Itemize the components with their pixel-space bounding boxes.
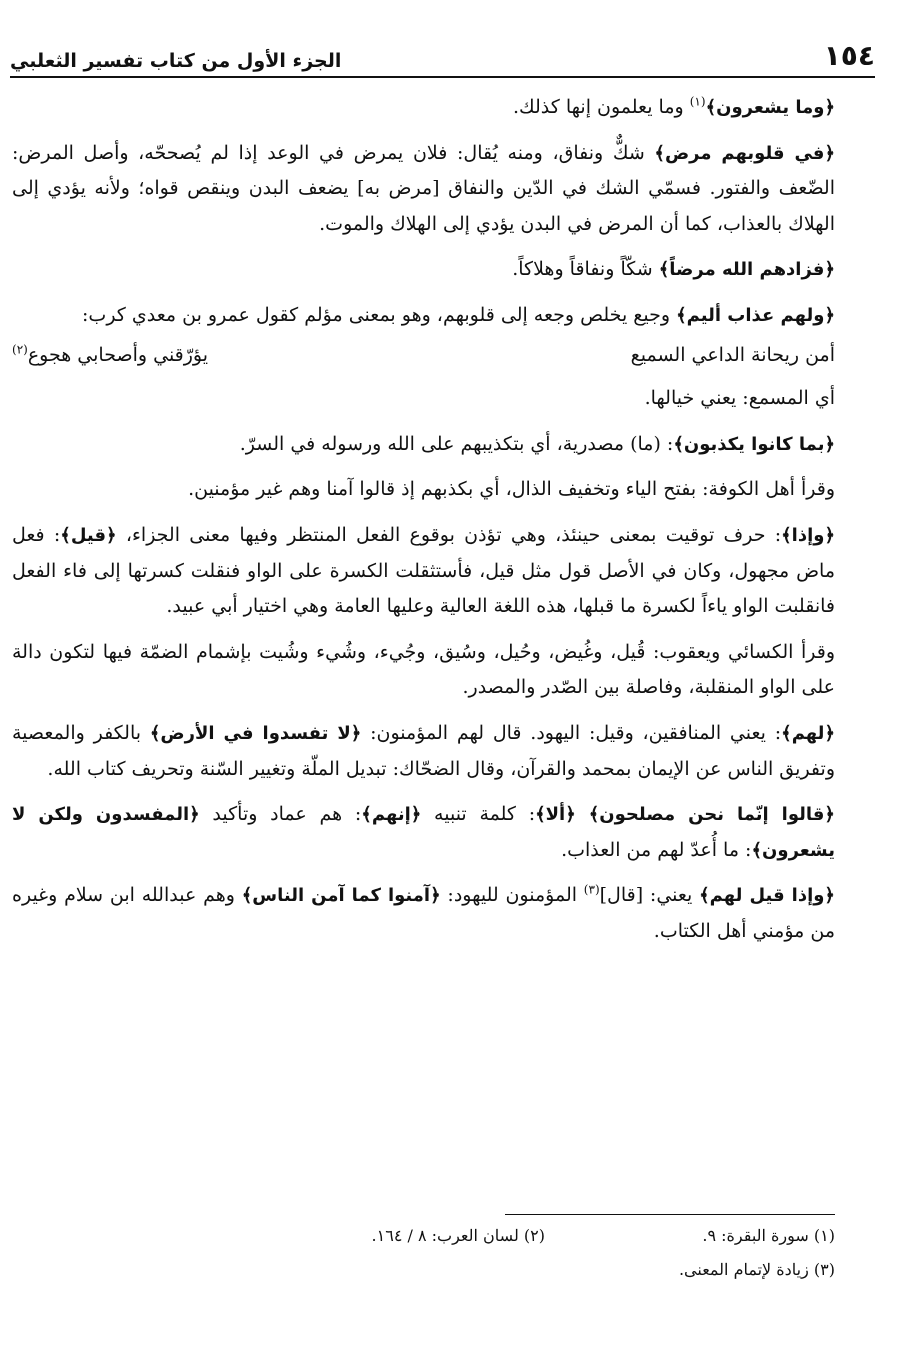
verse-hemistich-1: أمن ريحانة الداعي السميع xyxy=(630,343,835,366)
verse-hemistich-2-text: يؤرّقني وأصحابي هجوع xyxy=(27,343,209,366)
paragraph-6 xyxy=(12,427,835,463)
footnote-3: (٣) زيادة لإتمام المعنى. xyxy=(678,1260,835,1279)
footnote-divider xyxy=(505,1214,835,1215)
quran-quote: ﴿آمنوا كما آمن الناس﴾ xyxy=(241,885,441,907)
paragraph-text: : (ما) مصدرية، أي بتكذيبهم على الله ورسوله في السرّ. xyxy=(239,432,674,455)
paragraph-11 xyxy=(12,797,835,868)
page-header xyxy=(10,28,875,78)
paragraph-10 xyxy=(12,716,835,787)
paragraph-text: وجيع يخلص وجعه إلى قلوبهم، وهو بمعنى مؤلم كقول عمرو بن معدي كرب: xyxy=(82,303,677,326)
paragraph-text: شكّاً ونفاقاً وهلاكاً. xyxy=(512,258,659,281)
quran-quote: ﴿لهم﴾ xyxy=(781,722,835,744)
paragraph-7 xyxy=(12,472,835,508)
paragraph-4 xyxy=(12,298,835,334)
quran-quote: ﴿قالوا إنّما نحن مصلحون﴾ ﴿ألا﴾ xyxy=(535,804,835,826)
footnotes xyxy=(12,1214,835,1287)
quran-quote: ﴿فزادهم الله مرضاً﴾ xyxy=(658,259,835,281)
footnote-ref: (١) xyxy=(689,94,706,109)
page-body xyxy=(12,90,835,959)
paragraph-9 xyxy=(12,635,835,706)
paragraph-8 xyxy=(12,518,835,625)
paragraph-5 xyxy=(12,381,835,417)
quran-quote: ﴿قيل﴾ xyxy=(60,524,117,546)
paragraph-12 xyxy=(12,878,835,949)
paragraph-text: أي المسمع: يعني خيالها. xyxy=(644,387,835,410)
footnote-ref: (٢) xyxy=(12,342,28,357)
quran-quote: ﴿لا تفسدوا في الأرض﴾ xyxy=(149,722,362,744)
verse-hemistich-2 xyxy=(12,338,208,374)
quran-quote: ﴿وإذا قيل لهم﴾ xyxy=(699,885,835,907)
paragraph-text: : هم عماد وتأكيد xyxy=(199,803,362,826)
footnote-1: (١) سورة البقرة: ٩. xyxy=(702,1226,835,1245)
quran-quote: ﴿إنهم﴾ xyxy=(361,804,422,826)
paragraph-text: يعني: [قال] xyxy=(599,884,700,907)
poetry-verse xyxy=(12,338,835,374)
paragraph-text: : كلمة تنبيه xyxy=(421,803,536,826)
quran-quote: ﴿ولهم عذاب أليم﴾ xyxy=(676,304,835,326)
paragraph-2 xyxy=(12,136,835,243)
quran-quote: ﴿وإذا﴾ xyxy=(781,524,835,546)
page-number: ١٥٤ xyxy=(823,39,875,72)
paragraph-3 xyxy=(12,252,835,288)
paragraph-1 xyxy=(12,90,835,126)
footnote-row xyxy=(12,1253,835,1287)
paragraph-text: : يعني المنافقين، وقيل: اليهود. قال لهم المؤمنون: xyxy=(361,721,782,744)
paragraph-text: : ما أُعدّ لهم من العذاب. xyxy=(561,838,752,861)
footnote-ref: (٣) xyxy=(583,882,600,897)
paragraph-text: وقرأ الكسائي ويعقوب: قُيل، وغُيض، وحُيل، وسُيق، وجُيء، وشُيء وشُيت بإشمام الضمّة فيها لتكون دالة على الواو المنقلبة، وفاصلة بين الصّدر والمصدر. xyxy=(12,640,835,699)
footnote-row xyxy=(12,1219,835,1253)
paragraph-text: : حرف توقيت بمعنى حينئذ، وهي تؤذن بوقوع الفعل المنتظر وفيها معنى الجزاء، xyxy=(116,523,782,546)
paragraph-text: شكٌّ ونفاق، ومنه يُقال: فلان يمرض في الوعد إذا لم يُصححّه، وأصل المرض: الضّعف والفتور. فسمّي الشك في الدّين والنفاق [مرض به] يضعف البدن وينقص قواه؛ ولأنه يؤدي إلى الهلاك بالعذاب، كما أن المرض في البدن يؤدي إلى الهلاك والموت. xyxy=(12,141,835,235)
quran-quote: ﴿وما يشعرون﴾ xyxy=(705,97,835,118)
quran-quote: ﴿بما كانوا يكذبون﴾ xyxy=(673,433,835,455)
paragraph-text: المؤمنون لليهود: xyxy=(440,884,584,907)
quran-quote: ﴿المفسدون ولكن لا يشعرون﴾ xyxy=(12,804,835,861)
quran-quote: ﴿في قلوبهم مرض﴾ xyxy=(654,142,835,164)
footnote-2: (٢) لسان العرب: ٨ / ١٦٤. xyxy=(371,1226,545,1245)
paragraph-text: وقرأ أهل الكوفة: بفتح الياء وتخفيف الذال، أي بكذبهم إذ قالوا آمنا وهم غير مؤمنين. xyxy=(188,478,835,501)
running-title: الجزء الأول من كتاب تفسير الثعلبي xyxy=(10,50,342,72)
paragraph-text: وما يعلمون إنها كذلك. xyxy=(512,96,690,118)
paragraph-text: : فعل ماض مجهول، وكان في الأصل قول مثل قيل، فأستثقلت الكسرة على الواو فنقلت كسرتها إلى فاء الفعل فانقلبت الواو ياءاً لكسرة ما قبلها، هذه اللغة العالية وعليها العامة وهي اختيار أبي عبيد. xyxy=(12,523,835,618)
paragraph-text: وهم عبدالله ابن سلام وغيره من مؤمني أهل الكتاب. xyxy=(12,884,835,942)
paragraph-text: بالكفر والمعصية وتفريق الناس عن الإيمان بمحمد والقرآن، وقال الضحّاك: تبديل الملّة وتغيير السّنة وتحريف كتاب الله. xyxy=(12,721,835,780)
